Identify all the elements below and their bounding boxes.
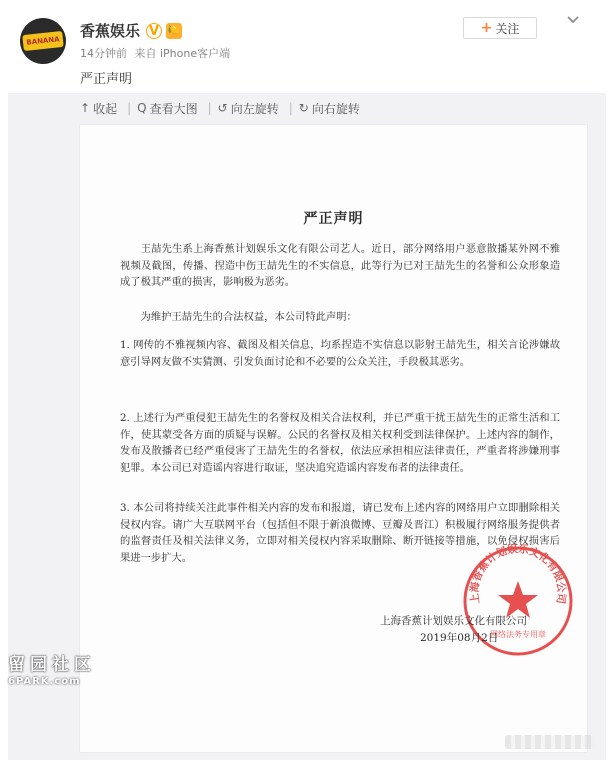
watermark-en: 6PARK.com xyxy=(8,676,81,687)
signature-company: 上海香蕉计划娱乐文化有限公司 xyxy=(380,615,527,627)
paragraph-intro: 王喆先生系上海香蕉计划娱乐文化有限公司艺人。近日，部分网络用户恶意散播某外网不雅视频及截图，传播、捏造中伤王喆先生的不实信息，此等行为已对王喆先生的名誉和公众形象造成了极其严重的损害，影响极为恶劣。 xyxy=(120,243,560,288)
user-row xyxy=(80,20,182,41)
paragraph-point-2: 2. 上述行为严重侵犯王喆先生的名誉权及相关合法权利，并已严重干扰王喆先生的正常生活和工作，使其蒙受各方面的质疑与误解。公民的名誉权及相关权利受到法律保护。上述内容的制作，发布及散播者已经严重侵害了王喆先生的名誉权，依法应承担相应法律责任，严重者将涉嫌刑事犯罪。本公司已对造谣内容进行取证，坚决追究造谣内容发布者的法律责任。 xyxy=(120,412,560,474)
rotate-left-button[interactable] xyxy=(218,100,279,117)
statement-image[interactable] xyxy=(80,125,587,752)
view-large-label: 查看大图 xyxy=(149,101,198,116)
divider: | xyxy=(207,101,212,115)
post-time[interactable]: 14分钟前 xyxy=(80,47,127,60)
plus-icon: + xyxy=(480,20,493,36)
divider: | xyxy=(127,101,132,115)
rotate-left-icon: ↺ xyxy=(217,101,228,115)
avatar[interactable] xyxy=(20,18,66,64)
arrow-up-icon: ↑ xyxy=(80,101,91,115)
magnifier-icon: Q xyxy=(137,101,147,115)
rotate-right-icon: ↻ xyxy=(298,101,309,115)
seal-code: 网络法务专用章 xyxy=(490,630,546,639)
member-badge-icon[interactable]: 🍋 xyxy=(166,23,182,39)
paragraph-point-3: 3. 本公司将持续关注此事件相关内容的发布和报道，请已发布上述内容的网络用户立即删除相关侵权内容。请广大互联网平台（包括但不限于新浪微博、豆瓣及晋江）积极履行网络服务提供者的监督责任及相关法律义务，立即对相关侵权内容采取删除、断开链接等措施，以免侵权损害后果进一步扩大。 xyxy=(120,502,560,564)
chevron-down-icon[interactable] xyxy=(565,12,581,28)
document-title: 严正声明 xyxy=(303,211,364,227)
divider: | xyxy=(288,101,293,115)
seal-arc-text: 上海香蕉计划娱乐文化有限公司 xyxy=(468,543,568,605)
rotate-right-button[interactable] xyxy=(299,100,360,117)
image-toolbar xyxy=(8,93,606,123)
follow-button[interactable] xyxy=(463,17,537,39)
watermark-cn: 留园社区 xyxy=(8,655,96,675)
blurred-watermark xyxy=(505,735,595,749)
avatar-logo: BANANA xyxy=(22,31,63,51)
image-panel xyxy=(8,93,606,760)
rotate-right-label: 向右旋转 xyxy=(311,101,360,116)
post-source[interactable]: 来自 iPhone客户端 xyxy=(134,47,231,60)
collapse-button[interactable] xyxy=(80,100,117,117)
post-meta xyxy=(80,45,234,61)
collapse-label: 收起 xyxy=(93,101,118,116)
post-text: 严正声明 xyxy=(80,72,133,87)
paragraph-declaration: 为维护王喆先生的合法权益，本公司特此声明： xyxy=(140,311,357,323)
follow-label: 关注 xyxy=(495,21,520,36)
signature-date: 2019年08月2日 xyxy=(420,632,499,644)
view-large-button[interactable] xyxy=(137,100,197,117)
rotate-left-label: 向左旋转 xyxy=(230,101,279,116)
site-watermark xyxy=(8,650,96,687)
verified-badge-icon[interactable]: V xyxy=(146,23,162,39)
paragraph-point-1: 1. 网传的不雅视频内容、截图及相关信息，均系捏造不实信息以影射王喆先生，相关言论涉嫌故意引导网友做不实猜测、引发负面讨论和不必要的公众关注，手段极其恶劣。 xyxy=(120,339,560,368)
user-name-link[interactable]: 香蕉娱乐 xyxy=(80,22,141,40)
